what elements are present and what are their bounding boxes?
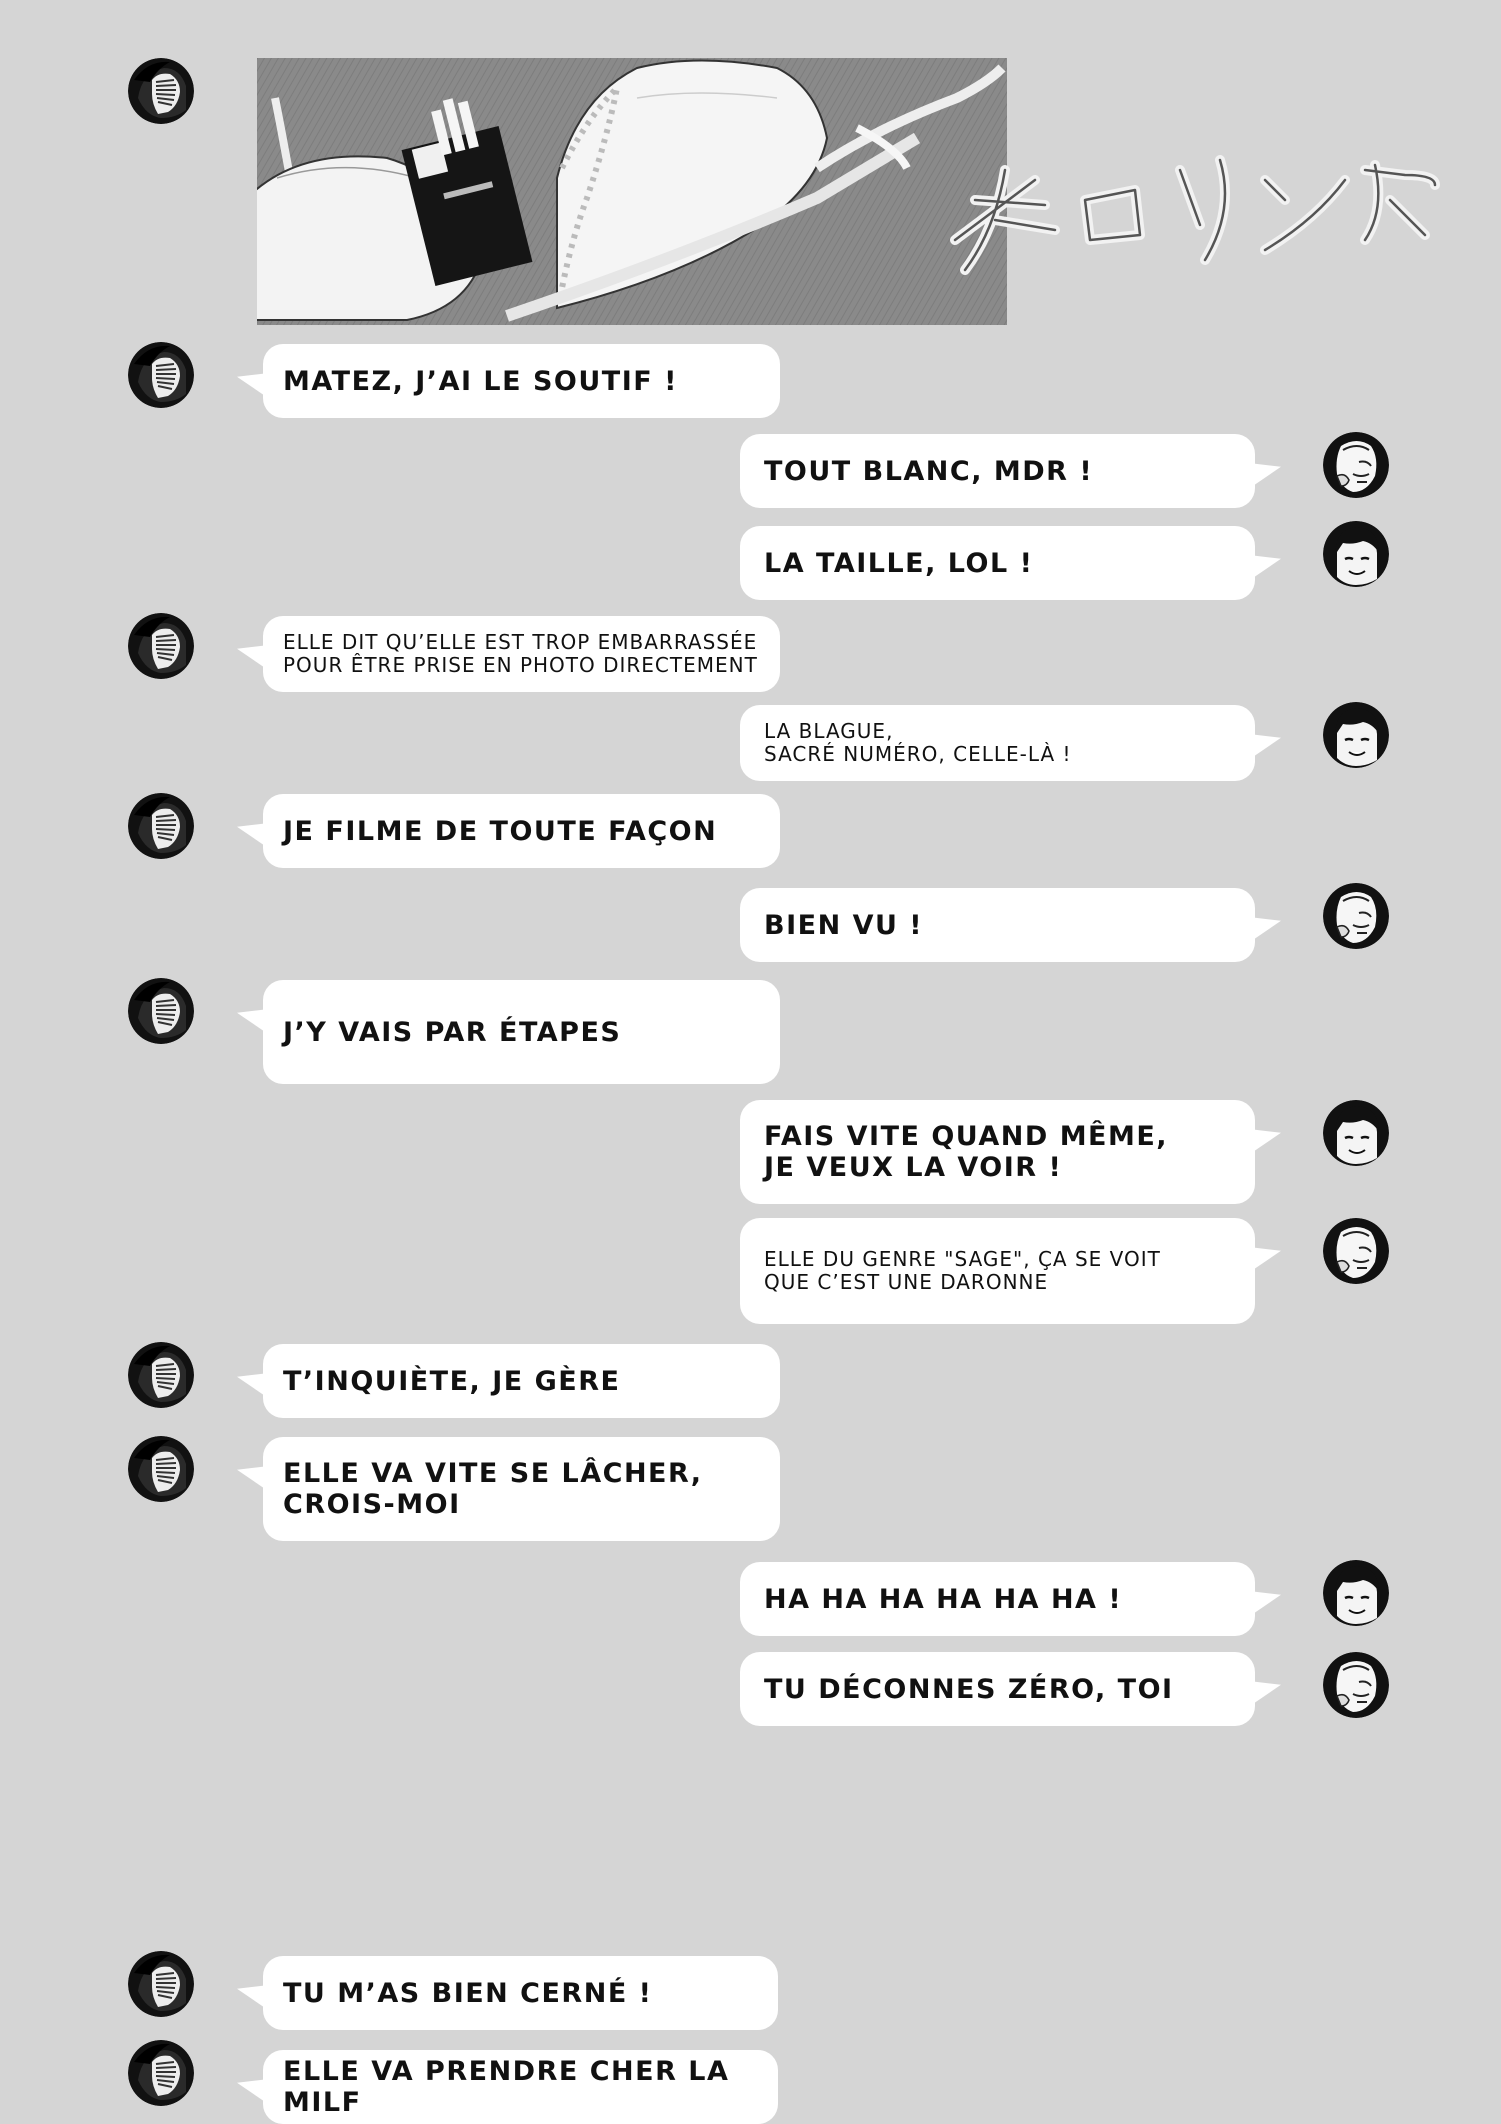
message-bubble[interactable] [740, 434, 1255, 508]
message-bubble[interactable] [263, 980, 780, 1084]
message-text: MATEZ, J’AI LE SOUTIF ! [283, 365, 678, 397]
message-bubble[interactable] [740, 1218, 1255, 1324]
friend-bald-avatar[interactable] [1323, 432, 1389, 498]
sender-avatar[interactable] [128, 1436, 194, 1502]
message-text: ELLE VA VITE SE LÂCHER, CROIS-MOI [283, 1458, 703, 1520]
message-text: FAIS VITE QUAND MÊME, JE VEUX LA VOIR ! [764, 1121, 1169, 1183]
message-text: TOUT BLANC, MDR ! [764, 455, 1094, 487]
message-bubble[interactable] [263, 616, 780, 692]
shared-photo[interactable] [257, 58, 1007, 325]
lingerie-photo-illustration [257, 58, 1007, 325]
message-bubble[interactable] [740, 1100, 1255, 1204]
friend-girl-avatar[interactable] [1323, 702, 1389, 768]
friend-girl-avatar[interactable] [1323, 1560, 1389, 1626]
message-bubble[interactable] [740, 526, 1255, 600]
message-bubble[interactable] [740, 705, 1255, 781]
message-bubble[interactable] [263, 1344, 780, 1418]
message-text: TU DÉCONNES ZÉRO, TOI [764, 1673, 1174, 1705]
message-bubble[interactable] [263, 1956, 778, 2030]
message-bubble[interactable] [740, 1652, 1255, 1726]
message-text: LA BLAGUE, SACRÉ NUMÉRO, CELLE-LÀ ! [764, 719, 1072, 766]
message-bubble[interactable] [263, 794, 780, 868]
message-text: J’Y VAIS PAR ÉTAPES [283, 1016, 622, 1048]
sfx-text: チロリンッ [935, 130, 940, 131]
friend-bald-avatar[interactable] [1323, 1652, 1389, 1718]
sender-avatar[interactable] [128, 613, 194, 679]
message-text: TU M’AS BIEN CERNÉ ! [283, 1977, 653, 2009]
sender-avatar[interactable] [128, 1951, 194, 2017]
message-bubble[interactable] [740, 888, 1255, 962]
message-text: HA HA HA HA HA HA ! [764, 1583, 1123, 1615]
message-text: LA TAILLE, LOL ! [764, 547, 1034, 579]
notification-sound-effect [935, 130, 1445, 280]
message-bubble[interactable] [263, 344, 780, 418]
message-text: JE FILME DE TOUTE FAÇON [283, 815, 718, 847]
sender-avatar[interactable] [128, 978, 194, 1044]
message-text: ELLE DIT QU’ELLE EST TROP EMBARRASSÉE POUR ÊTRE PRISE EN PHOTO DIRECTEMENT [283, 630, 758, 677]
message-bubble[interactable] [263, 1437, 780, 1541]
friend-girl-avatar[interactable] [1323, 521, 1389, 587]
message-bubble[interactable] [740, 1562, 1255, 1636]
message-bubble[interactable] [263, 2050, 778, 2124]
message-text: T’INQUIÈTE, JE GÈRE [283, 1365, 621, 1397]
message-text: ELLE VA PRENDRE CHER LA MILF [283, 2056, 730, 2118]
message-text: ELLE DU GENRE "SAGE", ÇA SE VOIT QUE C’EST UNE DARONNE [764, 1247, 1161, 1294]
friend-bald-avatar[interactable] [1323, 1218, 1389, 1284]
friend-bald-avatar[interactable] [1323, 883, 1389, 949]
sender-avatar[interactable] [128, 1342, 194, 1408]
message-text: BIEN VU ! [764, 909, 924, 941]
friend-girl-avatar[interactable] [1323, 1100, 1389, 1166]
sender-avatar[interactable] [128, 342, 194, 408]
sender-avatar[interactable] [128, 2040, 194, 2106]
sender-avatar[interactable] [128, 793, 194, 859]
sender-avatar[interactable] [128, 58, 194, 124]
